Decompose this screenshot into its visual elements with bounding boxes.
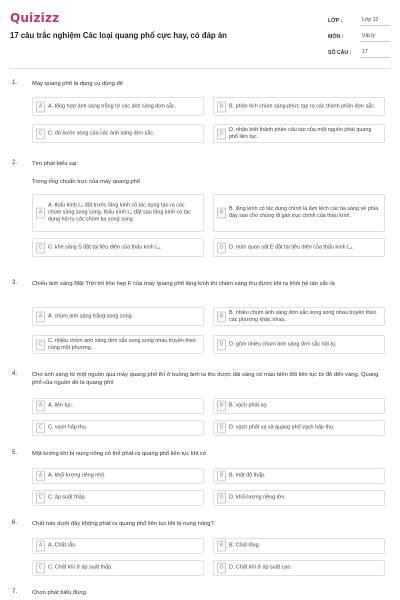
- question-text: Tìm phát biểu sai:: [32, 161, 79, 167]
- option-text: B. vạch phát xạ.: [229, 402, 268, 409]
- meta-value: Lớp 12: [360, 16, 390, 26]
- option-text: A. tổng hợp ánh sáng trắng từ các ánh sáng đơn sắc.: [48, 103, 177, 109]
- header-divider: [10, 68, 390, 69]
- option-text: D. màn quan sát E đặt tại tiêu diện của thấu kính L₂.: [229, 244, 354, 250]
- option-letter: D: [217, 242, 226, 253]
- option-b[interactable]: [213, 538, 385, 554]
- option-letter: C: [36, 493, 45, 504]
- question-number: 6.: [12, 520, 18, 526]
- question-number: 4.: [12, 371, 18, 377]
- option-text: D. khối lượng riêng lớn.: [229, 494, 286, 501]
- option-b[interactable]: [213, 468, 385, 484]
- question-text: Chất nào dưới đây không phát ra quang phổ liên tục khi bị nung nóng?: [32, 521, 214, 527]
- option-letter: B: [217, 541, 226, 552]
- option-letter: A: [36, 401, 45, 412]
- meta-value: 17: [360, 48, 390, 58]
- option-a[interactable]: [32, 398, 204, 414]
- option-letter: A: [36, 101, 45, 112]
- option-text: A. khối lượng riêng nhỏ.: [48, 472, 106, 479]
- option-letter: B: [217, 401, 226, 412]
- option-letter: D: [217, 128, 226, 139]
- option-letter: D: [217, 493, 226, 504]
- option-text: B. Chất lỏng.: [229, 542, 261, 549]
- document-title: 17 câu trắc nghiệm Các loại quang phổ cực hay, có đáp án: [10, 31, 227, 40]
- option-b[interactable]: [213, 398, 385, 414]
- question-number: 5.: [12, 450, 18, 456]
- meta-label: SỐ CÂU :: [328, 50, 352, 56]
- option-text: B. phân tích chùm sáng phức tạp ra các thành phần đơn sắc.: [229, 103, 376, 109]
- question-subtext: Trong ống chuẩn trực của máy quang phổ: [32, 179, 141, 185]
- option-c[interactable]: [32, 238, 204, 257]
- option-letter: B: [217, 471, 226, 482]
- option-letter: D: [217, 339, 226, 350]
- option-letter: B: [217, 311, 226, 322]
- question-number: 1.: [12, 80, 18, 86]
- option-a[interactable]: [32, 468, 204, 484]
- question-text: Cho ánh sáng từ một nguồn qua máy quang phổ thì ở buồng ảnh ta thu được dải sáng có màu biến đổi liên tục từ đỏ đến vàng. Quang phổ của nguồn đó là quang phổ: [32, 372, 379, 386]
- question-text: Máy quang phổ là dụng cụ dùng để: [32, 81, 123, 87]
- option-c[interactable]: [32, 490, 204, 506]
- question-text: Chọn phát biểu đúng.: [32, 590, 88, 596]
- option-d[interactable]: [213, 490, 385, 506]
- option-letter: A: [36, 541, 45, 552]
- option-a[interactable]: [32, 194, 204, 232]
- option-text: A. thấu kính L₁ đặt trước lăng kính có tác dụng tạo ra các chùm sáng song song, thấu kính L₂ đặt sau lăng kính có tác dụng hội tụ các chùm tia song song.: [48, 202, 191, 223]
- meta-label: MÔN :: [328, 34, 344, 40]
- option-text: C. áp suất thấp.: [48, 494, 87, 501]
- question-number: 2.: [12, 160, 18, 166]
- option-letter: C: [36, 128, 45, 139]
- option-letter: C: [36, 423, 45, 434]
- option-text: C. nhiều chùm ánh sáng đơn sắc song song nhau truyền theo cùng một phương.: [48, 337, 196, 351]
- option-a[interactable]: [32, 97, 204, 116]
- question-text: Một lượng khí bị nung nóng có thể phát ra quang phổ liên tục khi có: [32, 451, 206, 457]
- option-b[interactable]: [213, 97, 385, 116]
- option-letter: C: [36, 339, 45, 350]
- option-c[interactable]: [32, 335, 204, 354]
- meta-row-count: [328, 45, 390, 61]
- option-letter: D: [217, 563, 226, 574]
- option-letter: B: [217, 101, 226, 112]
- option-c[interactable]: [32, 124, 204, 143]
- meta-panel: [328, 13, 390, 61]
- option-text: B. mật độ thấp.: [229, 472, 266, 479]
- option-d[interactable]: [213, 335, 385, 354]
- option-a[interactable]: [32, 538, 204, 554]
- option-text: B. nhiều chùm ánh sáng đơn sắc song song nhau truyền theo các phương khác nhau.: [229, 309, 377, 323]
- option-a[interactable]: [32, 307, 204, 326]
- option-text: A. Chất rắn.: [48, 542, 77, 549]
- header: [0, 0, 400, 66]
- meta-row-subject: [328, 29, 390, 45]
- option-d[interactable]: [213, 124, 385, 143]
- quizizz-logo[interactable]: Quizizz: [10, 11, 60, 25]
- option-text: D. nhận biết thành phần cấu tạo của một nguồn phát quang phổ liên tục.: [229, 126, 372, 140]
- question-text: Chiếu ánh sáng Mặt Trời tới khe hẹp F của máy quang phổ lăng kính thì chùm sáng thu được khi ra khỏi hệ tán sắc là: [32, 281, 335, 287]
- option-text: A. liên tục.: [48, 402, 74, 409]
- option-letter: A: [36, 311, 45, 322]
- option-text: B. lăng kính có tác dụng chính là làm lệch các tia sáng về phía đáy sao cho chúng đi gần trục chính của thấu kính.: [229, 206, 379, 219]
- option-letter: C: [36, 563, 45, 574]
- option-text: C. khe sáng S đặt tại tiêu diện của thấu kính L₁.: [48, 244, 162, 250]
- option-text: C. đo bước sóng của các ánh sáng đơn sắc.: [48, 130, 155, 136]
- option-d[interactable]: [213, 420, 385, 436]
- option-d[interactable]: [213, 238, 385, 257]
- option-b[interactable]: [213, 194, 385, 232]
- option-text: C. vạch hấp thụ.: [48, 424, 88, 431]
- option-text: D. vạch phát xạ và quang phổ vạch hấp thụ.: [229, 424, 335, 431]
- option-b[interactable]: [213, 307, 385, 326]
- option-letter: C: [36, 242, 45, 253]
- option-letter: D: [217, 423, 226, 434]
- option-d[interactable]: [213, 560, 385, 576]
- question-number: 7.: [12, 589, 18, 595]
- option-text: D. gồm nhiều chùm ánh sáng đơn sắc hội tụ.: [229, 341, 337, 347]
- meta-value: Vật lý: [360, 32, 390, 42]
- option-text: C. Chất khí ở áp suất thấp.: [48, 564, 113, 571]
- meta-row-grade: [328, 13, 390, 29]
- option-text: A. chùm ánh sáng trắng song song.: [48, 313, 134, 319]
- option-letter: A: [36, 208, 45, 219]
- option-c[interactable]: [32, 420, 204, 436]
- option-text: D. Chất khí ở áp suất cao.: [229, 564, 292, 571]
- option-c[interactable]: [32, 560, 204, 576]
- option-letter: B: [217, 208, 226, 219]
- meta-label: LỚP :: [328, 18, 343, 24]
- option-letter: A: [36, 471, 45, 482]
- question-number: 3.: [12, 280, 18, 286]
